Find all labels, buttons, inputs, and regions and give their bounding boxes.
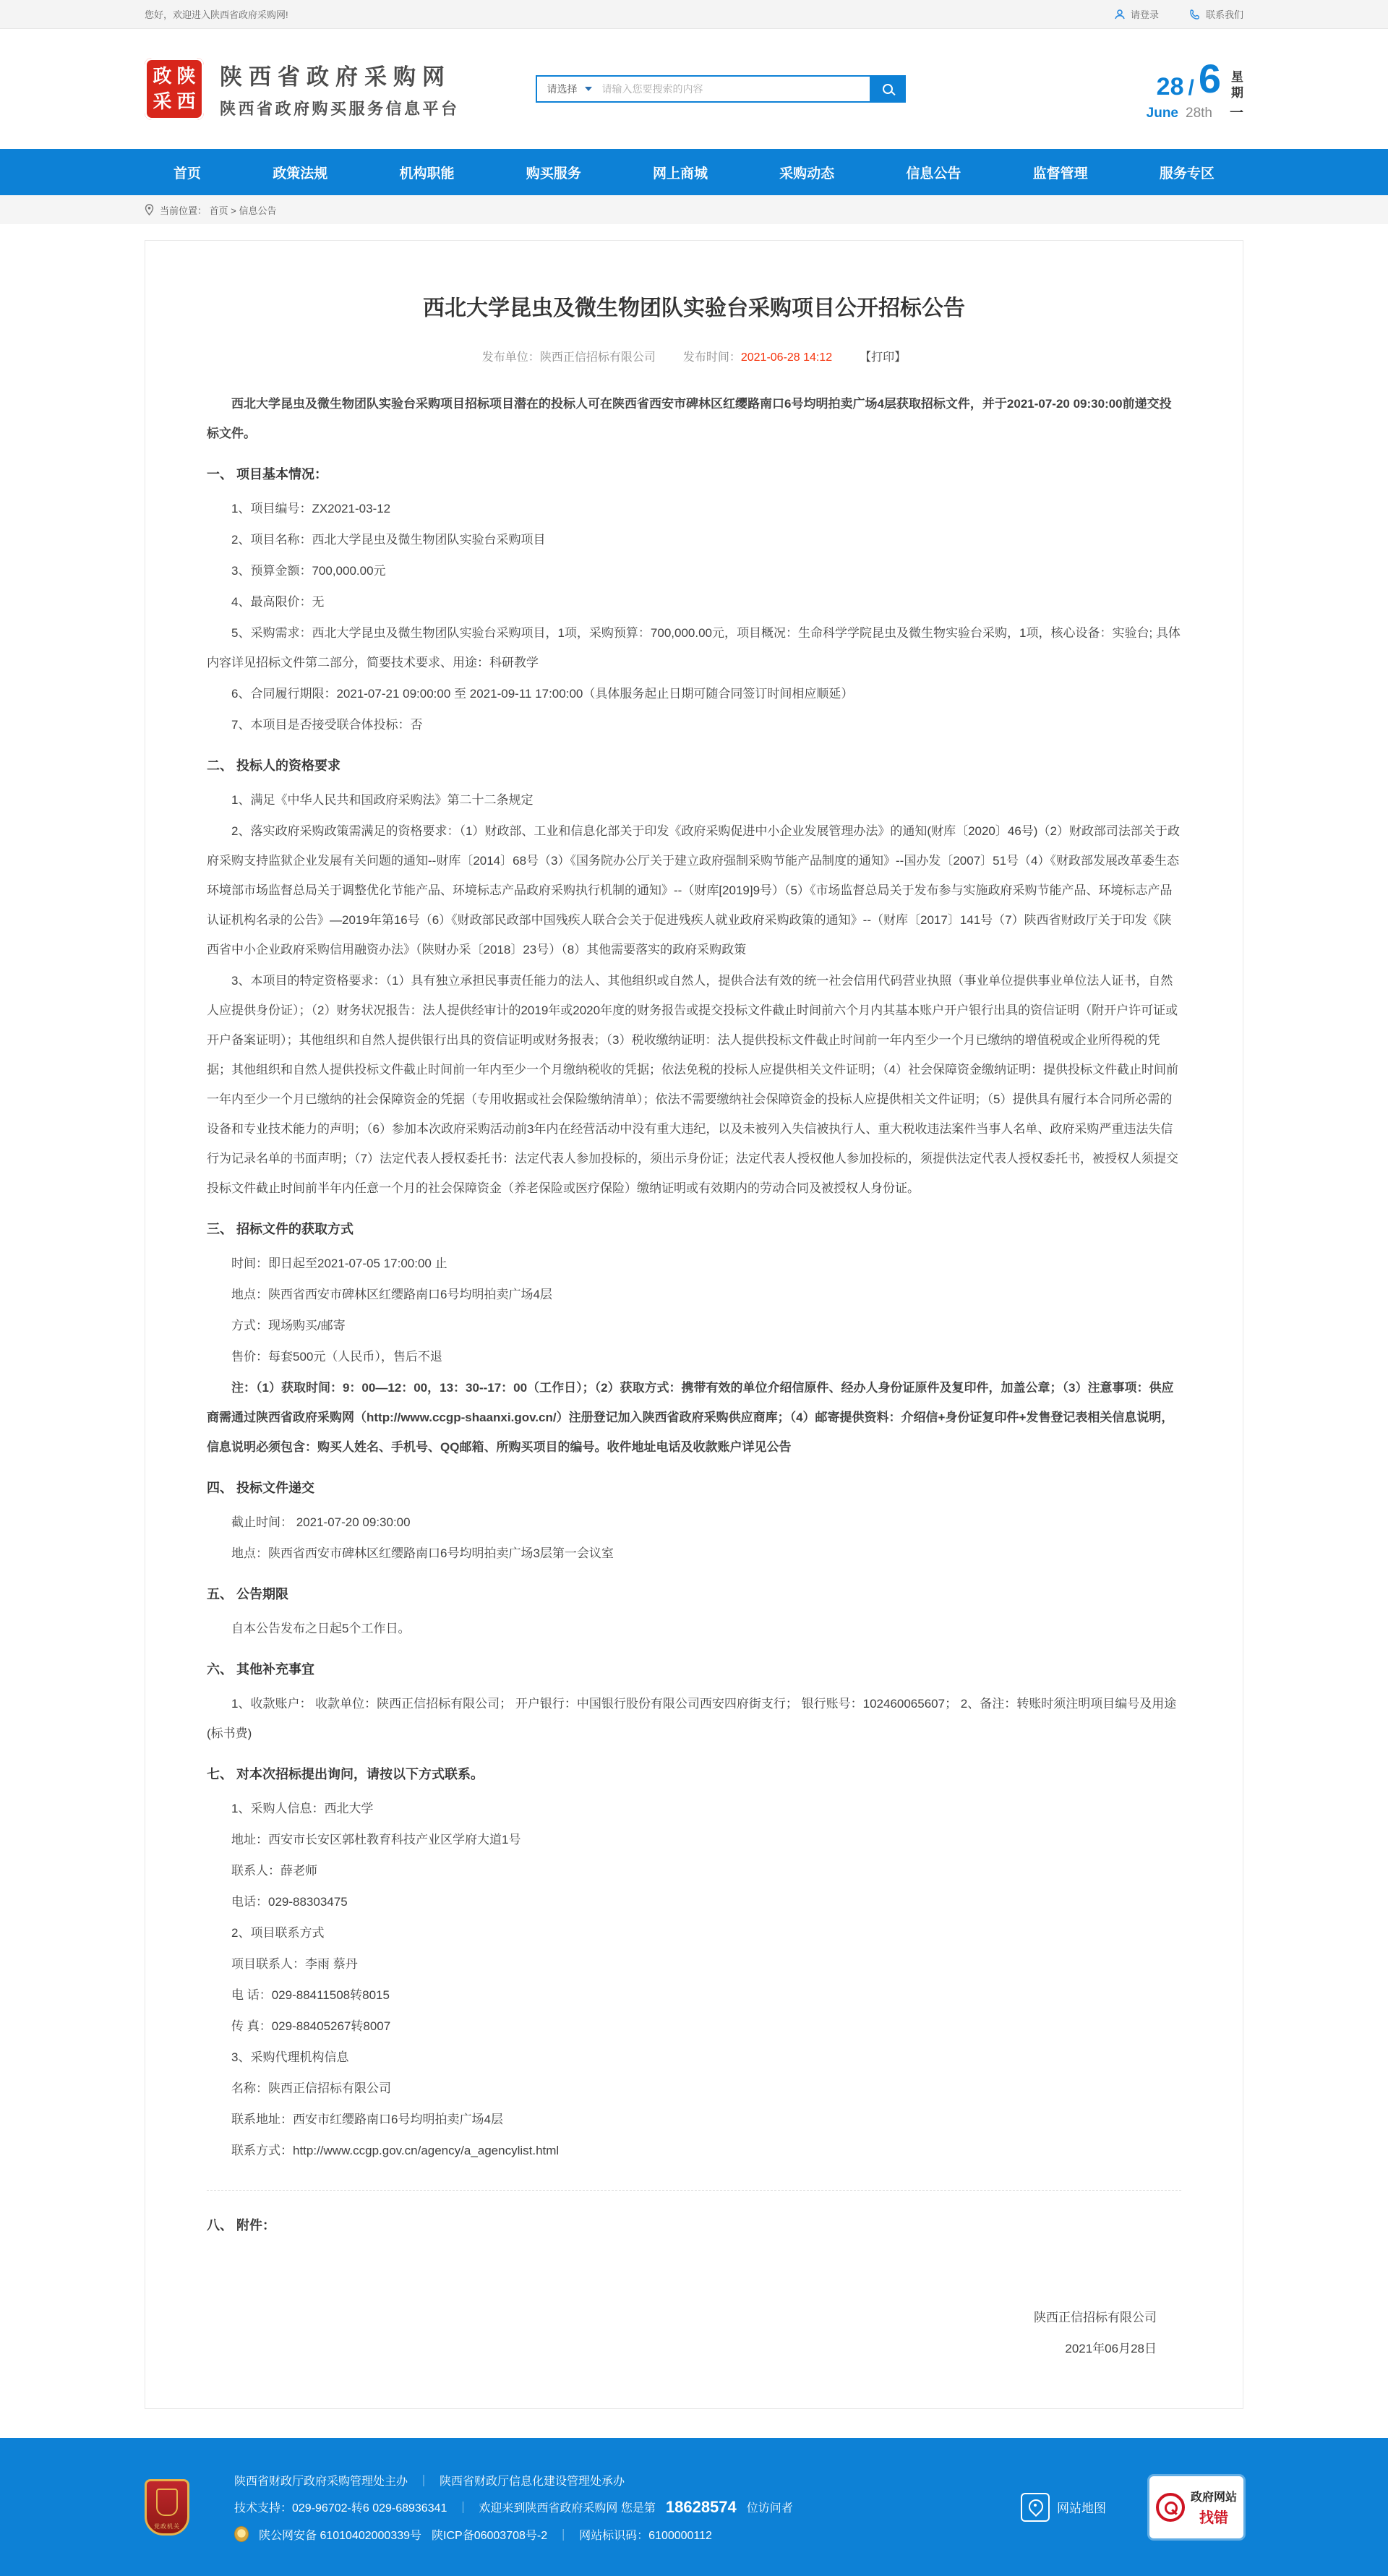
footer-site-code: 网站标识码：6100000112 [579,2529,712,2542]
article-paragraph: 二、 投标人的资格要求 [207,758,340,773]
search-input[interactable] [602,77,871,101]
logo-char: 西 [176,90,196,112]
article-paragraph: 地点：陕西省西安市碑林区红缨路南口6号均明拍卖广场4层 [231,1288,552,1301]
welcome-text: 您好，欢迎进入陕西省政府采购网! [145,9,288,20]
article-paragraph: 3、预算金额：700,000.00元 [231,564,386,578]
logo-char: 政 [153,64,172,87]
article-paragraph: 电话：029-88303475 [231,1895,348,1909]
article-paragraph: 地址：西安市长安区郭杜教育科技产业区学府大道1号 [231,1833,521,1847]
article-paragraph: 名称：陕西正信招标有限公司 [231,2081,391,2095]
article-paragraph: 联系地址：西安市红缨路南口6号均明拍卖广场4层 [231,2113,503,2126]
contact-label: 联系我们 [1205,9,1243,20]
error-find-icon [1156,2493,1185,2522]
nav-item-机构职能[interactable]: 机构职能 [399,166,455,181]
nav-item-服务专区[interactable]: 服务专区 [1159,166,1214,181]
article-paragraph: 七、 对本次招标提出询问，请按以下方式联系。 [207,1767,484,1781]
breadcrumb-current: 信息公告 [239,205,277,216]
article-paragraph: 时间：即日起至2021-07-05 17:00:00 止 [231,1257,447,1270]
gov-site-error-report-badge[interactable]: 政府网站 找错 [1149,2476,1243,2538]
article-paragraph: 五、 公告期限 [207,1587,289,1601]
main-nav-bar [0,149,1388,195]
nav-item-购买服务[interactable]: 购买服务 [526,166,581,181]
search-select-label: 请选择 [547,83,578,95]
site-subtitle: 陕西省政府购买服务信息平台 [220,100,460,118]
article-paragraph: 1、收款账户： 收款单位：陕西正信招标有限公司； 开户银行：中国银行股份有限公司西安四府街支行； 银行账号：102460065607； 2、备注：转账时须注明项目编号及用途(标书费) [207,1697,1177,1740]
article-paragraph: 西北大学昆虫及微生物团队实验台采购项目招标项目潜在的投标人可在陕西省西安市碑林区红缨路南口6号均明拍卖广场4层获取招标文件，并于2021-07-20 09:30:00前递交投标文件。 [207,397,1172,440]
nav-item-监督管理[interactable]: 监督管理 [1032,166,1088,181]
date-day-en: 28th [1186,105,1212,121]
date-month-en: June [1146,105,1178,121]
article-paragraph: 联系方式：http://www.ccgp.gov.cn/agency/a_agencylist.html [231,2144,560,2157]
footer-org1[interactable]: 陕西省财政厅政府采购管理处主办 [234,2475,408,2488]
logo-char: 陕 [176,64,196,87]
main-nav [145,149,1243,195]
top-bar [0,0,1388,29]
article-paragraph: 4、最高限价：无 [231,595,325,609]
breadcrumb-home[interactable]: 首页 [209,205,228,216]
location-pin-icon [145,204,154,215]
print-button[interactable]: 【打印】 [860,351,907,364]
date-day: 28 [1156,72,1184,100]
search-category-select[interactable] [537,82,602,96]
publisher-value: 陕西正信招标有限公司 [539,351,656,364]
article-paragraph: 传 真：029-88405267转8007 [231,2019,391,2033]
article-divider [207,2190,1181,2191]
sitemap-icon [1021,2493,1050,2522]
article-paragraph: 联系人：薛老师 [231,1864,317,1878]
user-icon [1114,9,1126,20]
gov-emblem-icon: 党政机关 [145,2479,189,2536]
article-paragraph: 2021年06月28日 [1065,2342,1157,2355]
nav-item-信息公告[interactable]: 信息公告 [906,166,961,181]
article-paragraph: 方式：现场购买/邮寄 [231,1319,346,1332]
sitemap-link[interactable] [1021,2493,1106,2522]
footer-support: 技术支持：029-96702-转6 029-68936341 [234,2502,447,2515]
nav-item-首页[interactable]: 首页 [174,166,202,181]
article-paragraph: 项目联系人：李雨 蔡丹 [231,1957,358,1971]
article-paragraph: 1、满足《中华人民共和国政府采购法》第二十二条规定 [231,793,534,807]
site-logo [145,58,204,120]
date-month: 6 [1198,55,1221,101]
login-link[interactable] [1114,7,1159,21]
article-paragraph: 一、 项目基本情况： [207,467,328,482]
footer-security-record[interactable]: 陕公网安备 61010402000339号 [259,2529,422,2542]
breadcrumb-label: 当前位置： [160,205,207,216]
breadcrumb: 当前位置： 首页 > 信息公告 [160,205,277,216]
weekday-label: 星 期 [1231,69,1243,100]
article-card [145,240,1243,2409]
logo-char: 采 [153,90,172,112]
search-icon [883,84,893,94]
footer-icp-record[interactable]: 陕ICP备06003708号-2 [432,2529,548,2542]
search-button[interactable] [870,75,906,103]
article-paragraph: 1、采购人信息：西北大学 [231,1802,374,1815]
article-meta [207,348,1181,364]
article-paragraph: 5、采购需求：西北大学昆虫及微生物团队实验台采购项目，1项，采购预算：700,000.00元，项目概况：生命科学学院昆虫及微生物实验台采购，1项，核心设备：实验台; 具体内容详见招标文件第二部分，简要技术要求、用途：科研教学 [207,626,1181,669]
sitemap-label: 网站地图 [1057,2502,1106,2515]
article-paragraph: 八、 附件： [207,2218,276,2233]
publish-time-label: 发布时间： [682,351,741,364]
site-title: 陕西省政府采购网 [220,64,451,90]
weekday-value: 一 [1229,105,1243,121]
site-header [0,29,1388,149]
article-body [207,389,1181,2363]
article-paragraph: 7、本项目是否接受联合体投标：否 [231,718,423,732]
article-paragraph: 地点：陕西省西安市碑林区红缨路南口6号均明拍卖广场3层第一会议室 [231,1546,614,1560]
police-badge-icon [234,2526,249,2542]
nav-item-网上商城[interactable]: 网上商城 [652,166,708,181]
article-paragraph: 3、本项目的特定资格要求：（1）具有独立承担民事责任能力的法人、其他组织或自然人，提供合法有效的统一社会信用代码营业执照（事业单位提供事业单位法人证书，自然人应提供身份证）；（2）财务状况报告：法人提供经审计的2019年或2020年度的财务报告或提交投标文件截止时间前六个月内其基本账户开户银行出具的资信证明（附开户许可证或开户备案证明）；其他组织和自然人提供银行出具的资信证明或财务报表；（3）税收缴纳证明：法人提供投标文件截止时间前一年内至少一个月已缴纳的增值税或企业所得税的凭据；其他组织和自然人提供投标文件截止时间前一年内至少一个月缴纳税收的凭据；依法免税的投标人应提供相关文件证明；（4）社会保障资金缴纳证明：提供投标文件截止时间前一年内至少一个月已缴纳的社会保障资金的凭据（专用收据或社会保险缴纳清单）；依法不需要缴纳社会保障资金的投标人应提供相关文件证明；（5）提供具有履行本合同所必需的设备和专业技术能力的声明；（6）参加本次政府采购活动前3年内在经营活动中没有重大违纪，以及未被列入失信被执行人、重大税收违法案件当事人名单、政府采购严重违法失信行为记录名单的书面声明；（7）法定代表人授权委托书：法定代表人参加投标的，须出示身份证；法定代表人授权他人参加投标的，须提供法定代表人授权委托书，被授权人须提交投标文件截止时间前半年内任意一个月的社会保障资金（养老保险或医疗保险）缴纳证明或有效期内的劳动合同及被授权人身份证。 [207,974,1178,1195]
article-paragraph: 注：（1）获取时间：9：00—12：00，13：30--17：00（工作日）；（2）获取方式：携带有效的单位介绍信原件、经办人身份证原件及复印件，加盖公章；（3）注意事项：供应商需通过陕西省政府采购网（http://www.ccgp-shaanxi.gov.cn/）注册登记加入陕西省政府采购供应商库；（4）邮寄提供资料：介绍信+身份证复印件+发售登记表相关信息说明，信息说明必须包含：购买人姓名、手机号、QQ邮箱、所购买项目的编号。收件地址电话及收款账户详见公告 [207,1381,1174,1454]
breadcrumb-bar [0,195,1388,224]
footer-org2[interactable]: 陕西省财政厅信息化建设管理处承办 [440,2475,625,2488]
nav-item-采购动态[interactable]: 采购动态 [779,166,835,181]
article-paragraph: 2、落实政府采购政策需满足的资格要求：（1）财政部、工业和信息化部关于印发《政府采购促进中小企业发展管理办法》的通知(财库〔2020〕46号)（2）财政部司法部关于政府采购支持监狱企业发展有关问题的通知--财库〔2014〕68号（3）《国务院办公厅关于建立政府强制采购节能产品制度的通知》--国办发〔2007〕51号（4）《财政部发展改革委生态环境部市场监督总局关于调整优化节能产品、环境标志产品政府采购执行机制的通知》--（财库[2019]9号）（5）《市场监督总局关于发布参与实施政府采购节能产品、环境标志产品认证机构名录的公告》—2019年第16号（6）《财政部民政部中国残疾人联合会关于促进残疾人就业政府采购政策的通知》--（财库〔2017〕141号（7）陕西省财政厅关于印发《陕西省中小企业政府采购信用融资办法》（陕财办采〔2018〕23号）（8）其他需要落实的政府采购政策 [207,824,1180,957]
article-paragraph: 三、 招标文件的获取方式 [207,1222,354,1236]
footer-visitor-suffix: 位访问者 [746,2502,793,2515]
nav-item-政策法规[interactable]: 政策法规 [273,166,328,181]
article-paragraph: 2、项目名称：西北大学昆虫及微生物团队实验台采购项目 [231,533,546,547]
footer-visitor-prefix: 欢迎来到陕西省政府采购网 您是第 [479,2502,656,2515]
login-label: 请登录 [1130,9,1159,20]
article-paragraph: 6、合同履行期限：2021-07-21 09:00:00 至 2021-09-11 17:00:00（具体服务起止日期可随合同签订时间相应顺延） [231,687,854,701]
publish-time-value: 2021-06-28 14:12 [740,351,833,364]
publisher-label: 发布单位： [481,351,540,364]
article-paragraph: 1、项目编号：ZX2021-03-12 [231,502,391,515]
article-paragraph: 六、 其他补充事宜 [207,1662,315,1677]
article-paragraph: 自本公告发布之日起5个工作日。 [231,1622,411,1635]
article-paragraph: 四、 投标文件递交 [207,1481,315,1495]
article-paragraph: 截止时间： 2021-07-20 09:30:00 [231,1515,411,1529]
article-paragraph: 电 话：029-88411508转8015 [231,1988,390,2002]
site-footer: 党政机关 陕西省财政厅政府采购管理处主办 ｜ 陕西省财政厅信息化建设管理处承办 技术支持：029-96702-转6 029-68936341 ｜ 欢迎来到陕西省政府采购网 您是第 18628574 位访问者 陕公网安备 61010402000339号 陕ICP备06003708号-2 ｜ 网站标识码：6100000112 网站地图 政府网站 找错 [0,2438,1388,2576]
chevron-down-icon [585,87,592,91]
visitor-count: 18628574 [665,2497,737,2516]
page-title: 西北大学昆虫及微生物团队实验台采购项目公开招标公告 [423,296,965,320]
contact-link[interactable] [1189,7,1243,21]
article-paragraph: 3、采购代理机构信息 [231,2050,349,2064]
phone-icon [1189,9,1201,20]
article-paragraph: 2、项目联系方式 [231,1926,325,1940]
article-paragraph: 陕西正信招标有限公司 [1034,2311,1157,2324]
search-box [536,75,906,103]
date-widget: 28 / 6 星 期 June 28th 一 [1146,55,1243,121]
article-paragraph: 售价：每套500元（人民币），售后不退 [231,1350,442,1364]
